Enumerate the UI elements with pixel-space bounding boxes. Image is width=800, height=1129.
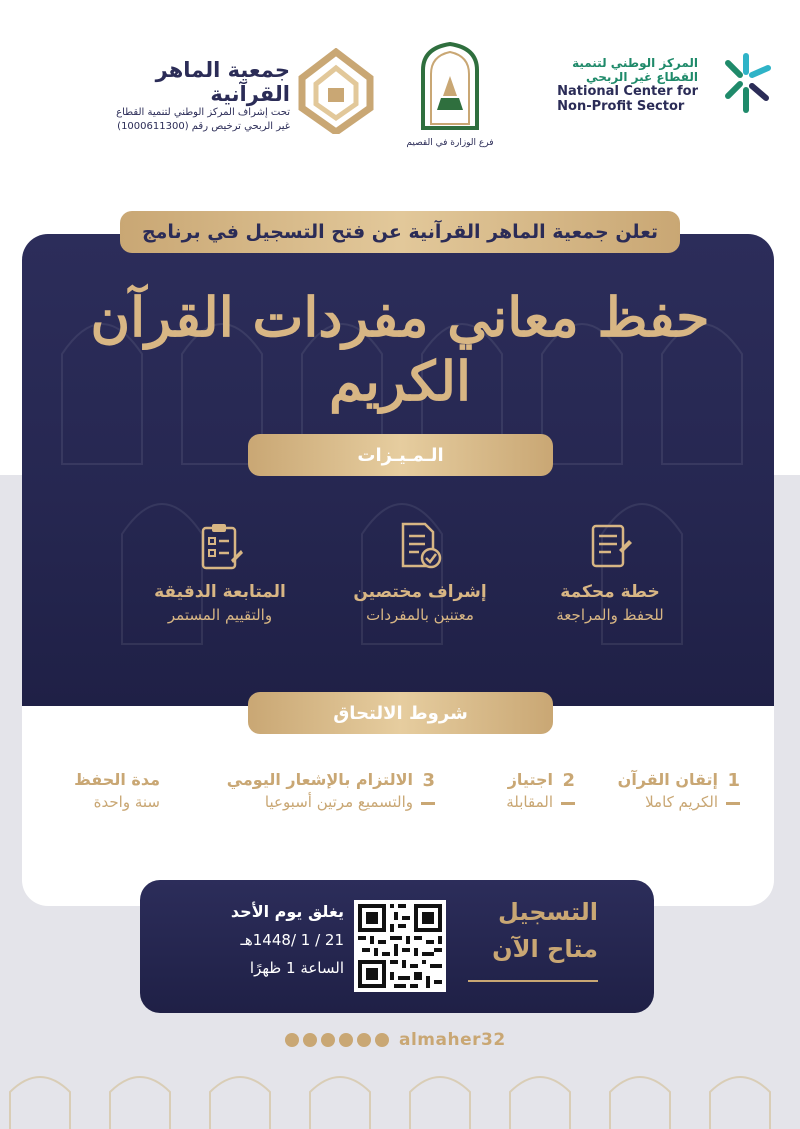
condition-item <box>195 770 435 811</box>
maher-logo-icon <box>296 48 376 134</box>
ncnp-english-line1: National Center for <box>557 84 698 99</box>
condition-number: 1 <box>727 770 740 791</box>
condition-number: 3 <box>422 770 435 791</box>
checklist-icon <box>585 520 635 572</box>
closing-date: 21 / 1 /1448هـ <box>240 931 344 949</box>
qr-code[interactable] <box>354 900 446 992</box>
feature-title: خطة محكمة <box>560 582 660 602</box>
youtube-icon[interactable] <box>321 1033 335 1047</box>
feature-subtitle: للحفظ والمراجعة <box>556 606 664 624</box>
condition-detail: المقابلة <box>506 793 553 811</box>
feature-supervision <box>320 520 520 624</box>
conditions-heading: شروط الالتحاق <box>248 692 553 734</box>
feature-title: إشراف مختصين <box>353 582 487 602</box>
document-check-icon <box>395 520 445 572</box>
ncnp-logo <box>528 48 778 128</box>
ministry-logo <box>400 40 500 150</box>
program-title: حفظ معاني مفردات القرآن الكريم <box>90 285 710 413</box>
feature-subtitle: والتقييم المستمر <box>167 606 273 624</box>
ncnp-mark-icon <box>708 48 778 118</box>
condition-title: الالتزام بالإشعار اليومي <box>226 770 413 789</box>
condition-detail: والتسميع مرتين أسبوعيا <box>264 793 413 811</box>
telegram-icon[interactable] <box>357 1033 371 1047</box>
condition-item <box>460 770 575 811</box>
condition-detail: الكريم كاملا <box>645 793 718 811</box>
feature-plan <box>510 520 710 624</box>
duration-item <box>60 770 160 811</box>
duration-value: سنة واحدة <box>93 793 160 811</box>
ncnp-arabic-line1: المركز الوطني لتنمية <box>572 56 698 70</box>
announcement-banner: تعلن جمعية الماهر القرآنية عن فتح التسجيل في برنامج <box>120 211 680 253</box>
registration-title: التسجيل <box>498 898 598 926</box>
feature-followup <box>120 520 320 624</box>
closing-time: الساعة 1 ظهرًا <box>249 959 344 977</box>
instagram-icon[interactable] <box>339 1033 353 1047</box>
condition-dash <box>421 802 435 805</box>
maher-subtitle-1: تحت إشراف المركز الوطني لتنمية القطاع <box>116 107 290 118</box>
closing-day: يغلق يوم الأحد <box>230 902 344 921</box>
registration-underline <box>468 980 598 982</box>
x-icon[interactable] <box>303 1033 317 1047</box>
maher-logo-text <box>90 58 290 134</box>
duration-title: مدة الحفظ <box>74 770 160 789</box>
ministry-caption: فرع الوزارة في القصيم <box>406 138 494 148</box>
features-heading: الـمـيـزات <box>248 434 553 476</box>
condition-number: 2 <box>562 770 575 791</box>
tiktok-icon[interactable] <box>375 1033 389 1047</box>
maher-subtitle-2: غير الربحي ترخيص رقم (1000611300) <box>117 121 290 132</box>
condition-title: اجتياز <box>507 770 553 789</box>
snapchat-icon[interactable] <box>285 1033 299 1047</box>
ncnp-arabic-line2: القطاع غير الربحي <box>586 70 698 84</box>
social-handle[interactable]: almaher32 <box>399 1030 506 1050</box>
footer-pattern <box>0 1052 800 1129</box>
social-bar <box>285 1030 506 1050</box>
closing-info <box>184 902 344 977</box>
ministry-emblem-icon <box>415 40 485 130</box>
condition-item <box>590 770 740 811</box>
condition-dash <box>561 802 575 805</box>
feature-title: المتابعة الدقيقة <box>154 582 286 602</box>
clipboard-icon <box>195 520 245 572</box>
maher-name: جمعية الماهر القرآنية <box>155 58 290 106</box>
condition-title: إتقان القرآن <box>617 770 718 789</box>
condition-dash <box>726 802 740 805</box>
registration-box <box>140 880 654 1013</box>
registration-subtitle: متاح الآن <box>492 935 598 963</box>
ncnp-english-line2: Non-Profit Sector <box>557 99 685 114</box>
feature-subtitle: معتنين بالمفردات <box>366 606 474 624</box>
